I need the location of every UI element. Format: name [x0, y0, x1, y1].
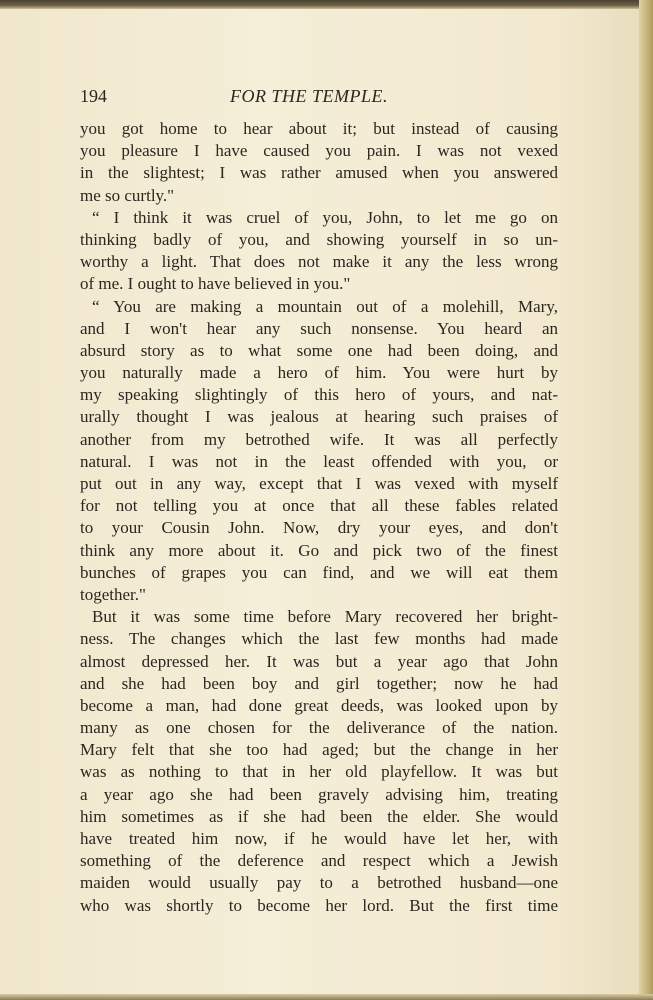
- text-line: of me. I ought to have believed in you.": [80, 274, 351, 294]
- text-line: have treated him now, if he would have let her, with: [80, 829, 558, 848]
- body-text: [80, 118, 558, 917]
- text-line: almost depressed her. It was but a year ago that John: [80, 651, 558, 671]
- text-line: “ You are making a mountain out of a molehill, Mary,: [92, 296, 558, 316]
- text-line: to your Cousin John. Now, dry your eyes, and don't: [80, 518, 558, 538]
- page-bottom-edge: [0, 994, 653, 1000]
- text-line: was as nothing to that in her old playfellow. It was but: [80, 762, 558, 782]
- text-line: urally thought I was jealous at hearing such praises of: [80, 407, 558, 427]
- text-line: you pleasure I have caused you pain. I was not vexed: [80, 141, 558, 161]
- page-header: [80, 86, 558, 110]
- text-line: who was shortly to become her lord. But the first time: [80, 895, 558, 915]
- text-line: become a man, had done great deeds, was looked upon by: [80, 695, 558, 715]
- text-line: maiden would usually pay to a betrothed husband—one: [80, 873, 558, 893]
- text-line: ness. The changes which the last few months had made: [80, 629, 558, 649]
- text-line: worthy a light. That does not make it any the less wrong: [80, 252, 558, 272]
- text-line: and she had been boy and girl together; now he had: [80, 673, 558, 693]
- text-line: in the slightest; I was rather amused when you answered: [80, 163, 558, 183]
- text-line: together.": [80, 584, 146, 604]
- text-line: and I won't hear any such nonsense. You heard an: [80, 318, 558, 338]
- text-line: a year ago she had been gravely advising him, treating: [80, 784, 558, 804]
- text-line: me so curtly.": [80, 185, 175, 205]
- text-line: something of the deference and respect which a Jewish: [80, 851, 558, 871]
- text-line: many as one chosen for the deliverance of the nation.: [80, 718, 558, 738]
- running-title: FOR THE TEMPLE.: [230, 86, 388, 106]
- page-number: 194: [80, 86, 107, 106]
- page-top-edge: [0, 0, 653, 9]
- text-line: natural. I was not in the least offended with you, or: [80, 451, 558, 471]
- text-line: bunches of grapes you can find, and we will eat them: [80, 562, 558, 582]
- text-line: for not telling you at once that all these fables related: [80, 496, 558, 516]
- text-line: “ I think it was cruel of you, John, to let me go on: [92, 207, 558, 227]
- text-line: him sometimes as if she had been the elder. She would: [80, 806, 558, 826]
- text-line: another from my betrothed wife. It was all perfectly: [80, 429, 558, 449]
- text-line: But it was some time before Mary recovered her bright-: [92, 607, 558, 627]
- text-line: you got home to hear about it; but instead of causing: [80, 119, 558, 138]
- text-line: Mary felt that she too had aged; but the change in her: [80, 740, 558, 760]
- page-right-edge: [639, 0, 653, 1000]
- text-line: my speaking slightingly of this hero of yours, and nat-: [80, 385, 558, 405]
- text-line: think any more about it. Go and pick two of the finest: [80, 540, 558, 560]
- text-line: thinking badly of you, and showing yourself in so un-: [80, 229, 558, 249]
- text-line: you naturally made a hero of him. You were hurt by: [80, 363, 558, 383]
- text-line: put out in any way, except that I was vexed with myself: [80, 474, 558, 493]
- text-line: absurd story as to what some one had been doing, and: [80, 340, 558, 360]
